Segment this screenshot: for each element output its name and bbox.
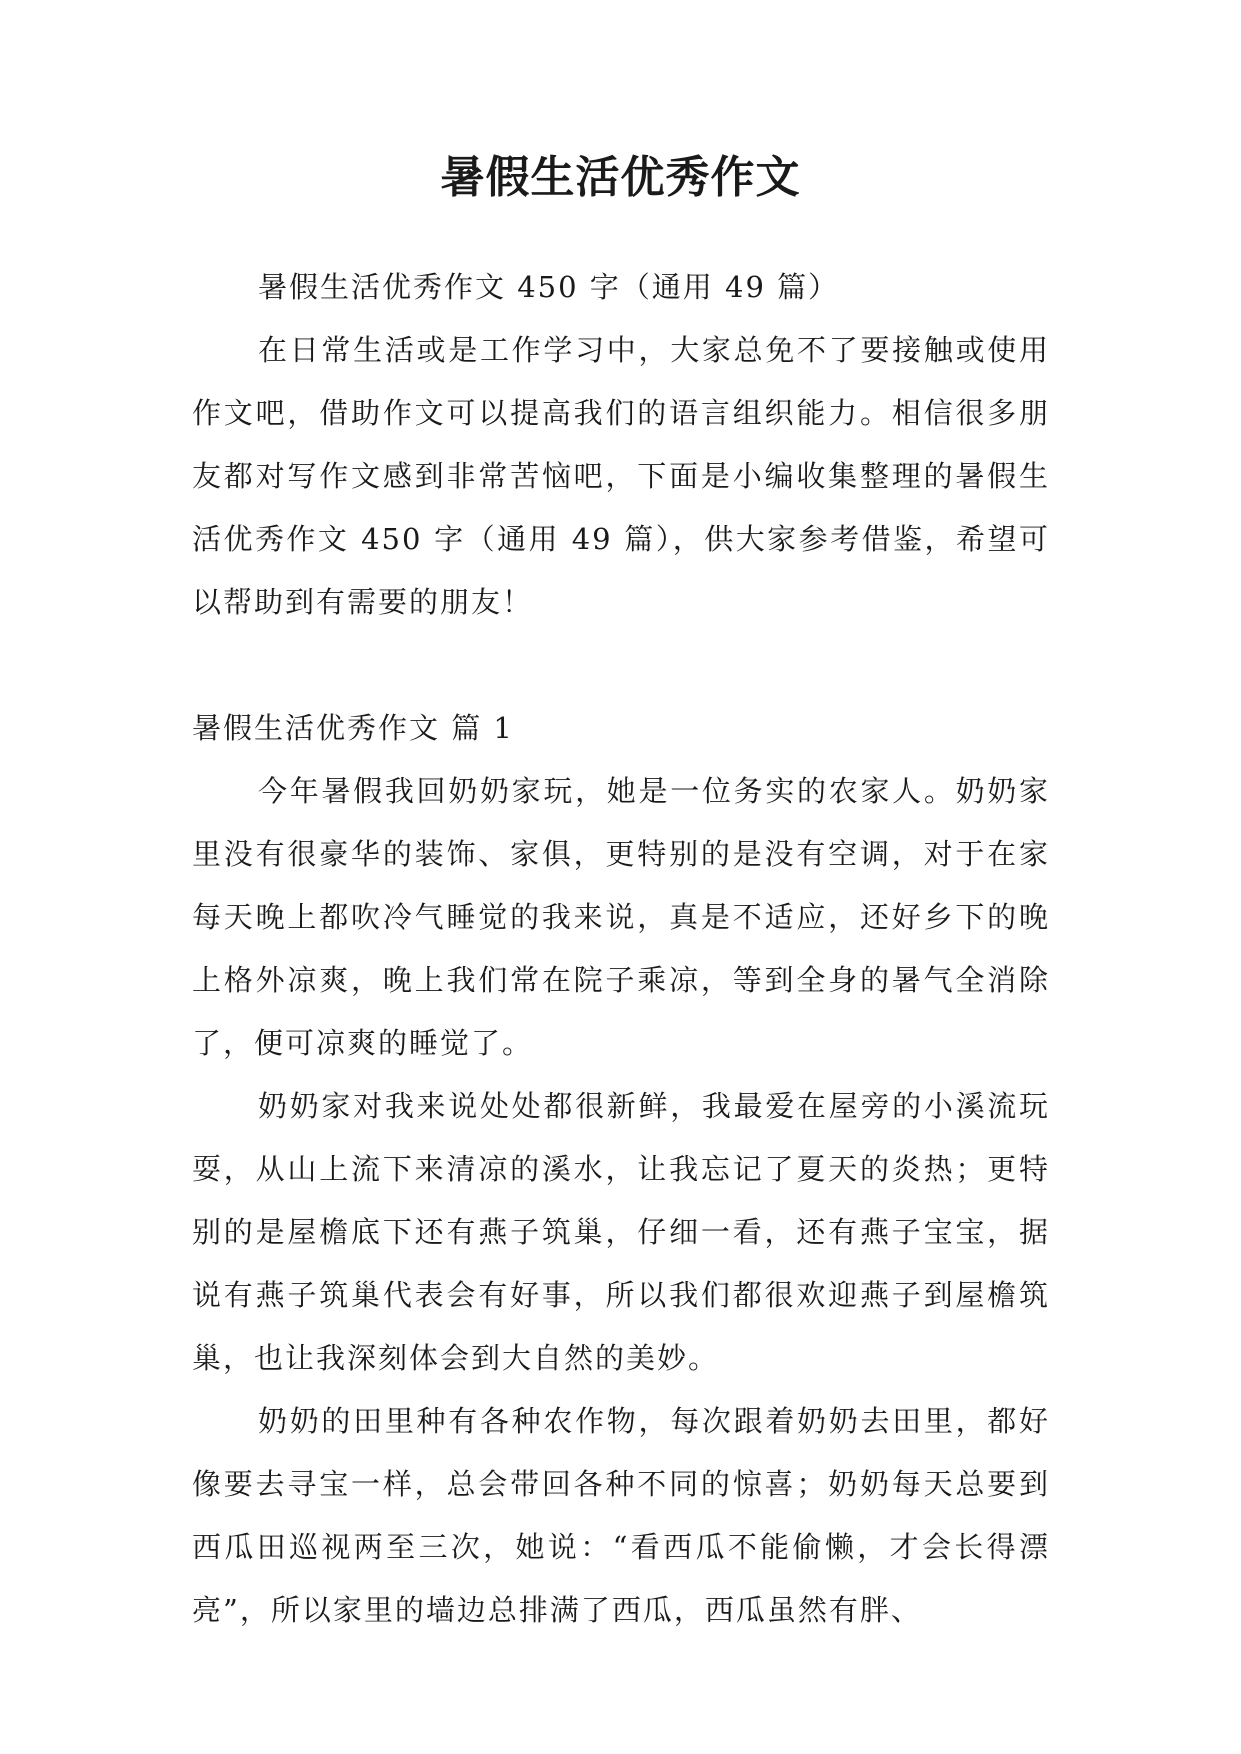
essay-paragraph: 奶奶家对我来说处处都很新鲜，我最爱在屋旁的小溪流玩耍，从山上流下来清凉的溪水，让我忘记了夏天的炎热；更特别的是屋檐底下还有燕子筑巢，仔细一看，还有燕子宝宝，据说有燕子筑巢代表会有好事，所以我们都很欢迎燕子到屋檐筑巢，也让我深刻体会到大自然的美妙。 — [192, 1089, 1050, 1375]
document-subtitle: 暑假生活优秀作文 450 字（通用 49 篇） — [258, 270, 840, 304]
section-heading: 暑假生活优秀作文 篇 1 — [192, 711, 514, 745]
essay-paragraph: 奶奶的田里种有各种农作物，每次跟着奶奶去田里，都好像要去寻宝一样，总会带回各种不同的惊喜；奶奶每天总要到西瓜田巡视两至三次，她说：“看西瓜不能偷懒，才会长得漂亮”，所以家里的墙边总排满了西瓜，西瓜虽然有胖、 — [192, 1404, 1050, 1627]
essay-paragraph: 今年暑假我回奶奶家玩，她是一位务实的农家人。奶奶家里没有很豪华的装饰、家俱，更特别的是没有空调，对于在家每天晚上都吹冷气睡觉的我来说，真是不适应，还好乡下的晚上格外凉爽，晚上我们常在院子乘凉，等到全身的暑气全消除了，便可凉爽的睡觉了。 — [192, 774, 1050, 1060]
section-spacer — [192, 634, 1050, 697]
document-body — [192, 256, 1050, 1642]
document-title: 暑假生活优秀作文 — [440, 152, 801, 203]
intro-paragraph: 在日常生活或是工作学习中，大家总免不了要接触或使用作文吧，借助作文可以提高我们的语言组织能力。相信很多朋友都对写作文感到非常苦恼吧，下面是小编收集整理的暑假生活优秀作文 450 字（通用 49 篇），供大家参考借鉴，希望可以帮助到有需要的朋友！ — [192, 333, 1050, 619]
